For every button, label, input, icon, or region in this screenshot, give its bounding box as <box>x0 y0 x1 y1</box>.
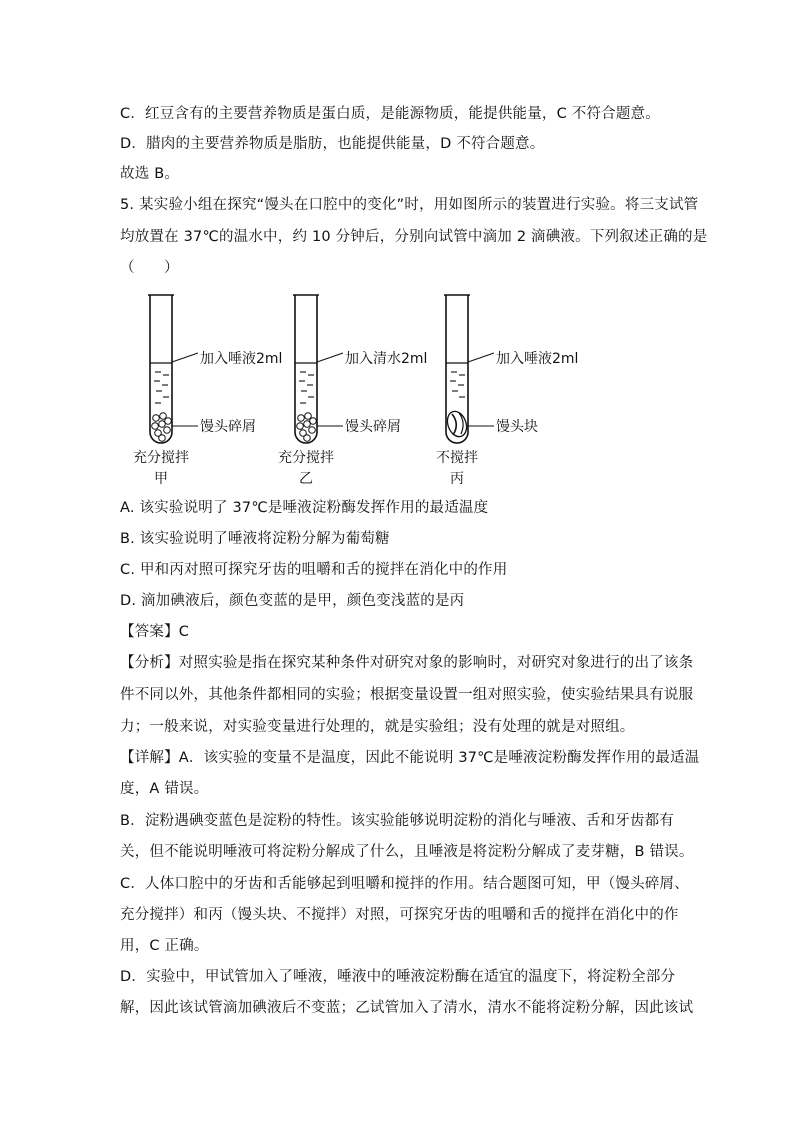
explanation-text: C．人体口腔中的牙齿和舌能够起到咀嚼和搅拌的作用。结合题图可知，甲（馒头碎屑、 <box>120 876 689 892</box>
tube-label: 充分搅拌 <box>133 450 189 466</box>
answer-line: 【答案】C <box>120 624 190 640</box>
explanation-text: 关，但不能说明唾液可将淀粉分解成了什么，且唾液是将淀粉分解成了麦芽糖，B 错误。 <box>120 844 694 860</box>
test-tube-jia <box>133 295 282 487</box>
test-tube-diagram <box>100 280 620 490</box>
option-a: A. 该实验说明了 37℃是唾液淀粉酶发挥作用的最适温度 <box>120 500 489 516</box>
analysis-text: 力；一般来说，对实验变量进行处理的，就是实验组；没有处理的就是对照组。 <box>120 719 635 735</box>
explanation-text: D．实验中，甲试管加入了唾液，唾液中的唾液淀粉酶在适宜的温度下，将淀粉全部分 <box>120 969 676 985</box>
text-line: C．红豆含有的主要营养物质是蛋白质，是能源物质，能提供能量，C 不符合题意。 <box>120 106 660 122</box>
option-b: B. 该实验说明了唾液将淀粉分解为葡萄糖 <box>120 531 390 547</box>
explanation-text: 解，因此该试管滴加碘液后不变蓝；乙试管加入了清水，清水不能将淀粉分解，因此该试 <box>120 1000 694 1016</box>
option-c: C. 甲和丙对照可探究牙齿的咀嚼和舌的搅拌在消化中的作用 <box>120 562 508 578</box>
answer-bracket: （ ） <box>120 260 179 276</box>
tube-label: 加入唾液2ml <box>200 351 283 367</box>
analysis-text: 【分析】对照实验是指在探究某种条件对研究对象的影响时，对研究对象进行的出了该条 <box>120 655 694 671</box>
explanation-text: 【详解】A．该实验的变量不是温度，因此不能说明 37℃是唾液淀粉酶发挥作用的最适温 <box>120 750 700 766</box>
text-line: 故选 B。 <box>120 166 180 182</box>
question-stem: 5. 某实验小组在探究“馒头在口腔中的变化”时，用如图所示的装置进行实验。将三支试管 <box>120 197 699 213</box>
test-tube-bing <box>436 295 578 487</box>
tube-label: 不搅拌 <box>436 450 478 466</box>
tube-label: 加入清水2ml <box>345 351 428 367</box>
tube-label: 馒头碎屑 <box>200 419 256 435</box>
bread-chunk <box>444 409 470 440</box>
tube-label: 充分搅拌 <box>278 450 334 466</box>
explanation-text: 度，A 错误。 <box>120 781 209 797</box>
tube-label: 丙 <box>450 471 464 487</box>
tube-label: 甲 <box>154 471 168 487</box>
text-line: D．腊肉的主要营养物质是脂肪，也能提供能量，D 不符合题意。 <box>120 136 545 152</box>
tube-label: 乙 <box>299 471 313 487</box>
option-d: D. 滴加碘液后，颜色变蓝的是甲，颜色变浅蓝的是丙 <box>120 593 465 609</box>
explanation-text: 用，C 正确。 <box>120 938 209 954</box>
question-stem: 均放置在 37℃的温水中，约 10 分钟后，分别向试管中滴加 2 滴碘液。下列叙述正确的是 <box>120 229 708 245</box>
analysis-text: 件不同以外，其他条件都相同的实验；根据变量设置一组对照实验，使实验结果具有说服 <box>120 687 694 703</box>
tube-label: 馒头碎屑 <box>345 419 401 435</box>
explanation-text: B．淀粉遇碘变蓝色是淀粉的特性。该实验能够说明淀粉的消化与唾液、舌和牙齿都有 <box>120 813 675 829</box>
tube-label: 馒头块 <box>496 419 538 435</box>
test-tube-yi <box>278 295 427 487</box>
tube-label: 加入唾液2ml <box>496 351 579 367</box>
explanation-text: 充分搅拌）和丙（馒头块、不搅拌）对照，可探究牙齿的咀嚼和舌的搅拌在消化中的作 <box>120 907 679 923</box>
